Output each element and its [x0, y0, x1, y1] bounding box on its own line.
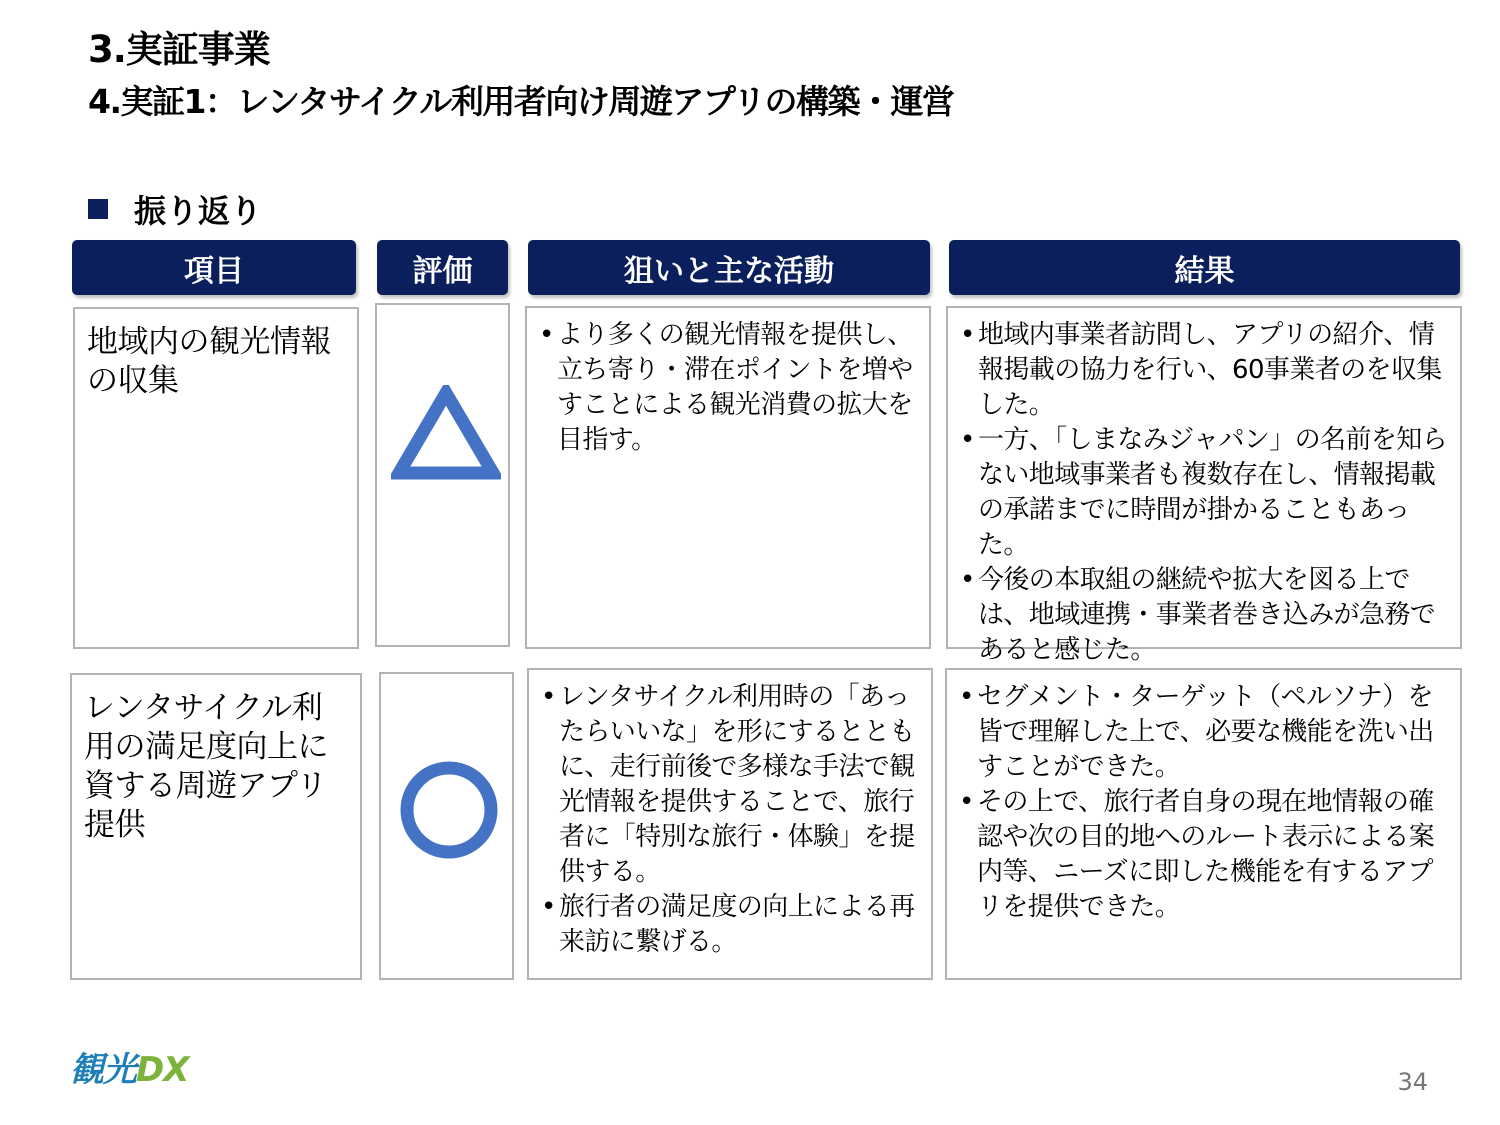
list-item: • 一方、「しまなみジャパン」の名前を知らない地域事業者も複数存在し、情報掲載の承諾までに時間が掛かることもあった。	[978, 423, 1452, 563]
page-subtitle: 4.実証1：レンタサイクル利用者向け周遊アプリの構築・運営	[88, 82, 954, 121]
section-heading	[88, 186, 262, 232]
list-item: • 旅行者の満足度の向上による再来訪に繋げる。	[559, 890, 923, 960]
logo-kanji: 観光	[70, 1050, 136, 1090]
triangle-icon	[391, 385, 501, 480]
column-header-evaluation: 評価	[377, 240, 508, 295]
list-item: • レンタサイクル利用時の「あったらいいな」を形にするとともに、走行前後で多様な手法で観光情報を提供することで、旅行者に「特別な旅行・体験」を提供する。	[559, 680, 923, 890]
column-header-result: 結果	[949, 240, 1460, 295]
list-item: • セグメント・ターゲット（ペルソナ）を皆で理解した上で、必要な機能を洗い出すことができた。	[977, 680, 1452, 785]
row-1-result-cell	[946, 306, 1462, 665]
kanko-dx-logo	[70, 1042, 188, 1091]
column-header-item: 項目	[72, 240, 356, 295]
row-2-item-text: レンタサイクル利用の満足度向上に資する周遊アプリ提供	[84, 690, 328, 843]
list-item: • より多くの観光情報を提供し、立ち寄り・滞在ポイントを増やすことによる観光消費の拡大を目指す。	[557, 318, 921, 458]
page-number: 34	[1397, 1068, 1428, 1096]
circle-icon	[399, 760, 499, 860]
logo-dx: DX	[136, 1050, 189, 1090]
column-header-aim: 狙いと主な活動	[528, 240, 930, 295]
square-bullet-icon	[88, 199, 108, 219]
row-2-item-cell	[70, 673, 362, 980]
list-item: • その上で、旅行者自身の現在地情報の確認や次の目的地へのルート表示による案内等、ニーズに即した機能を有するアプリを提供できた。	[977, 785, 1452, 925]
list-item: • 地域内事業者訪問し、アプリの紹介、情報掲載の協力を行い、60事業者のを収集した。	[978, 318, 1452, 423]
section-label: 振り返り	[134, 192, 263, 230]
row-1-evaluation-cell	[375, 303, 510, 647]
page-title: 3.実証事業	[88, 28, 270, 71]
row-1-item-cell	[73, 307, 359, 649]
list-item: • 今後の本取組の継続や拡大を図る上では、地域連携・事業者巻き込みが急務であると感じた。	[978, 563, 1452, 668]
row-2-aim-cell	[527, 668, 933, 980]
row-2-result-cell	[945, 668, 1462, 980]
row-1-item-text: 地域内の観光情報の収集	[87, 324, 331, 399]
row-2-evaluation-cell	[379, 672, 514, 980]
row-1-aim-cell	[525, 306, 931, 649]
